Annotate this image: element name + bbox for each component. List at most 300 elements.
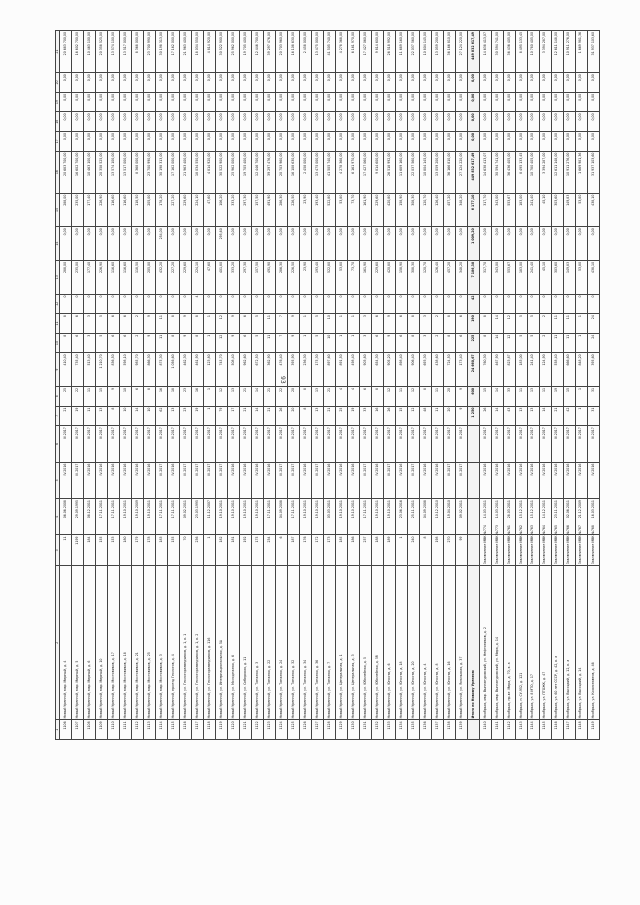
table-cell: 226,50 <box>287 260 299 294</box>
table-cell: 10 <box>323 333 335 353</box>
table-cell: 53,80 <box>575 260 587 294</box>
table-cell: 0,00 <box>407 227 419 261</box>
table-cell: 0,00 <box>144 92 156 112</box>
table-cell: 23.06.2016 <box>395 499 407 535</box>
table-cell: 0,00 <box>168 73 180 93</box>
table-cell: IV.2017 <box>323 426 335 462</box>
table-cell: 16 108 630,00 <box>287 31 299 73</box>
table-cell: 187 <box>287 535 299 566</box>
table-cell: 45,10 <box>539 193 551 227</box>
table-cell: 12 611 148,00 <box>551 31 563 73</box>
table-cell: 0,00 <box>587 92 599 112</box>
address-cell: Новый Уренгой, ул. Центральная, д. 3 <box>347 566 359 720</box>
table-cell: 0,00 <box>407 73 419 93</box>
table-cell: 19.10.2011 <box>216 499 228 535</box>
table-cell: 11 689 160,00 <box>395 151 407 193</box>
table-cell: 5 <box>96 333 108 353</box>
table-cell: 1 <box>575 386 587 406</box>
table-cell: 14 <box>251 386 263 406</box>
table-cell: 53,80 <box>335 193 347 227</box>
table-cell: IV.2016 <box>263 462 275 498</box>
table-cell: 1 <box>395 535 407 566</box>
table-cell: 0,00 <box>491 112 503 132</box>
table-cell: 0,00 <box>227 227 239 261</box>
table-cell: 25 962 000,00 <box>227 151 239 193</box>
table-cell: 0,00 <box>575 227 587 261</box>
table-cell: 286,30 <box>275 260 287 294</box>
table-cell: 13 <box>527 406 539 426</box>
table-cell: 0,00 <box>443 92 455 112</box>
table-cell: 4 278 368,00 <box>335 31 347 73</box>
table-cell: 0,00 <box>515 132 527 152</box>
table-cell: 0 <box>443 294 455 314</box>
table-row <box>204 31 216 740</box>
table-cell: 0,00 <box>587 227 599 261</box>
table-cell: 0,00 <box>275 73 287 93</box>
table-cell: 836,50 <box>108 353 120 387</box>
rotated-table-wrapper <box>55 30 600 740</box>
address-cell: Новый Уренгой, ул. Юности, д. 16 <box>443 566 455 720</box>
table-cell: 10 911 276,00 <box>563 151 575 193</box>
table-cell: 33 <box>359 406 371 426</box>
table-cell: 226,50 <box>287 193 299 227</box>
address-cell: Новый Уренгой, ул. Таежная, д. 24 <box>275 566 287 720</box>
table-cell: III.2017 <box>287 462 299 498</box>
table-cell: 16 602 700,00 <box>72 31 84 73</box>
table-cell: 5 <box>251 314 263 334</box>
table-cell: 0,00 <box>479 92 491 112</box>
table-cell: 303,60 <box>551 260 563 294</box>
table-cell: 449 832 617,49 <box>467 31 479 73</box>
table-cell: 5 <box>96 314 108 334</box>
table-cell: 0,00 <box>467 132 479 152</box>
table-cell: IV.2016 <box>335 462 347 498</box>
table-cell: 0,00 <box>491 92 503 112</box>
table-cell: 6 177,10 <box>467 193 479 227</box>
table-cell: 226,90 <box>96 193 108 227</box>
address-cell: Новый Уренгой, ул. Таежная, д. 7 <box>323 566 335 720</box>
table-cell: 0,00 <box>299 132 311 152</box>
table-cell: 962,60 <box>239 353 251 387</box>
table-cell: 0,00 <box>455 92 467 112</box>
table-cell: 0,00 <box>287 92 299 112</box>
table-cell: IV.2017 <box>60 426 72 462</box>
table-cell: 0,00 <box>419 112 431 132</box>
table-cell: 0,00 <box>359 73 371 93</box>
table-cell: 13 574 100,00 <box>108 151 120 193</box>
table-cell: 23 700 990,00 <box>144 31 156 73</box>
table-cell: 19.10.2011 <box>335 499 347 535</box>
table-cell: 9 <box>287 314 299 334</box>
table-cell: 8 <box>144 386 156 406</box>
table-cell: 1117 <box>192 720 204 740</box>
table-cell: 12 <box>383 386 395 406</box>
table-cell: 898,40 <box>395 353 407 387</box>
table-cell: III.2017 <box>311 462 323 498</box>
table-cell: 45,10 <box>539 260 551 294</box>
table-cell: 0,00 <box>180 132 192 152</box>
table-cell: 0 <box>575 294 587 314</box>
table-cell: III.2017 <box>359 462 371 498</box>
table-cell: 303,60 <box>551 193 563 227</box>
table-cell: 333,20 <box>227 260 239 294</box>
table-cell: 0,00 <box>239 112 251 132</box>
table-cell: 2 <box>132 314 144 334</box>
table-cell: 0,00 <box>311 92 323 112</box>
table-cell: 420,80 <box>383 260 395 294</box>
table-cell: IV.2017 <box>108 426 120 462</box>
table-row <box>156 31 168 740</box>
table-cell: 1121 <box>239 720 251 740</box>
table-cell: IV.2016 <box>503 462 515 498</box>
table-row <box>395 31 407 740</box>
table-cell: 5 <box>515 314 527 334</box>
table-cell: 09.02.2011 <box>180 499 192 535</box>
table-cell: 227,20 <box>168 260 180 294</box>
table-cell: 19.10.2011 <box>347 499 359 535</box>
table-cell: 0,00 <box>180 227 192 261</box>
address-cell: Новый Уренгой, ул. Интернациональная, д. 5А <box>216 566 228 720</box>
table-cell: 5 <box>251 333 263 353</box>
table-cell: 0,00 <box>539 132 551 152</box>
table-cell: 0,00 <box>455 112 467 132</box>
table-cell: 0,00 <box>275 132 287 152</box>
page-number: 93 <box>279 376 286 384</box>
table-cell: 0,00 <box>60 227 72 261</box>
table-cell: 2 <box>431 314 443 334</box>
table-cell: 17 427 060,00 <box>359 31 371 73</box>
table-cell: 0 <box>431 294 443 314</box>
table-cell: 22 037 560,00 <box>407 151 419 193</box>
table-cell: 0,00 <box>443 132 455 152</box>
table-cell: 8 <box>168 333 180 353</box>
address-cell: Новый Уренгой, ул. Геологоразведчиков, д. 116 <box>204 566 216 720</box>
column-header: 20 <box>56 73 60 93</box>
table-row <box>72 31 84 740</box>
column-header: 5 <box>56 462 60 498</box>
table-cell: 600 <box>467 386 479 406</box>
table-cell: 15.12.2011 <box>527 499 539 535</box>
table-cell: IV.2016 <box>587 462 599 498</box>
table-cell: 0,00 <box>120 227 132 261</box>
table-cell: Заключение МВК №765 <box>551 535 563 566</box>
address-cell: Новый Уренгой, ул. Таежная, д. 32 <box>287 566 299 720</box>
table-cell: 0,00 <box>467 92 479 112</box>
table-cell: IV.2016 <box>60 462 72 498</box>
table-cell: 1109 <box>96 720 108 740</box>
table-cell: 0,00 <box>96 132 108 152</box>
table-cell: IV.2016 <box>84 462 96 498</box>
table-cell: 6 161 970,00 <box>347 31 359 73</box>
table-cell: 31 937 103,60 <box>587 31 599 73</box>
table-cell: 0,00 <box>491 227 503 261</box>
table-cell: 1138 <box>443 720 455 740</box>
column-header: 18 <box>56 112 60 132</box>
table-cell: 224,10 <box>192 260 204 294</box>
table-cell: 193,40 <box>311 260 323 294</box>
table-cell: 17 <box>227 406 239 426</box>
table-cell: 0 <box>383 294 395 314</box>
table-cell: 0,00 <box>359 112 371 132</box>
table-cell: IV.2016 <box>395 462 407 498</box>
table-cell: 317,70 <box>479 193 491 227</box>
table-cell: 2 458 000,00 <box>299 31 311 73</box>
table-cell: 161,90 <box>359 193 371 227</box>
table-cell: 9 <box>180 314 192 334</box>
table-cell: 0,00 <box>239 73 251 93</box>
table-cell: 21 <box>263 406 275 426</box>
table-cell: IV.2017 <box>347 426 359 462</box>
table-cell: 53,80 <box>575 193 587 227</box>
table-cell: IV.2017 <box>443 426 455 462</box>
address-cell: Новый Уренгой, ул. Юбилейная, д. 5б <box>371 566 383 720</box>
table-cell: 1120 <box>227 720 239 740</box>
table-cell: 0,00 <box>72 92 84 112</box>
table-cell: IV.2017 <box>371 426 383 462</box>
table-cell: 0,00 <box>84 92 96 112</box>
address-cell: Новый Уренгой, ул. Юности, д. 6 <box>383 566 395 720</box>
table-cell: IV.2016 <box>371 462 383 498</box>
table-cell: 0,00 <box>96 92 108 112</box>
table-cell: 432,20 <box>156 260 168 294</box>
table-cell: 0,00 <box>216 92 228 112</box>
table-cell: 11 <box>263 314 275 334</box>
table-cell: 0,00 <box>251 112 263 132</box>
table-cell: 6 <box>455 333 467 353</box>
table-cell: 0,00 <box>467 112 479 132</box>
table-cell: 457,20 <box>443 193 455 227</box>
table-cell: 11 <box>551 333 563 353</box>
table-cell: 0,00 <box>515 112 527 132</box>
table-cell: 1129 <box>335 720 347 740</box>
column-header: 21 <box>56 31 60 73</box>
table-cell: 14.12.2011 <box>539 499 551 535</box>
table-cell: 0,00 <box>491 73 503 93</box>
table-cell: 0,00 <box>108 73 120 93</box>
table-cell: 7 186,30 <box>467 260 479 294</box>
table-cell: 0,00 <box>180 112 192 132</box>
table-cell: 317,70 <box>479 260 491 294</box>
table-cell: 158,90 <box>395 193 407 227</box>
table-cell: 16 <box>192 386 204 406</box>
table-cell: IV.2017 <box>239 426 251 462</box>
table-cell: 08.12.2011 <box>84 499 96 535</box>
table-cell: 891,50 <box>335 353 347 387</box>
table-cell: 173 <box>323 535 335 566</box>
table-cell: III.2017 <box>72 462 84 498</box>
table-cell: 401,80 <box>216 260 228 294</box>
table-cell: 12 <box>216 386 228 406</box>
table-cell: 186 <box>347 535 359 566</box>
table-cell: III.2017 <box>204 426 216 462</box>
table-cell: 10 <box>323 314 335 334</box>
table-cell: 1134 <box>395 720 407 740</box>
table-cell: 0,00 <box>84 112 96 132</box>
table-cell: 0,00 <box>120 92 132 112</box>
table-cell: 17 162 000,00 <box>168 151 180 193</box>
table-cell: 124,90 <box>539 353 551 387</box>
table-row <box>347 31 359 740</box>
table-cell: 0,00 <box>431 132 443 152</box>
table-cell: 848,20 <box>575 353 587 387</box>
table-cell: IV.2017 <box>287 426 299 462</box>
table-cell: 22 037 560,00 <box>407 31 419 73</box>
table-cell: IV.2017 <box>120 426 132 462</box>
table-cell: 0,00 <box>132 92 144 112</box>
table-cell: IV.2017 <box>299 426 311 462</box>
table-cell: 6 <box>239 333 251 353</box>
table-cell: 8 <box>443 333 455 353</box>
table-cell: 16 <box>156 386 168 406</box>
table-row <box>539 31 551 740</box>
table-cell: 362,90 <box>263 353 275 387</box>
table-cell: 183 <box>156 535 168 566</box>
table-cell: 0,00 <box>192 112 204 132</box>
table-cell: 0,00 <box>515 227 527 261</box>
table-cell: 149,83 <box>563 260 575 294</box>
table-cell: 190 <box>467 314 479 334</box>
table-cell: 19.10.2011 <box>239 499 251 535</box>
table-cell: 8 <box>479 314 491 334</box>
table-cell: 9 <box>287 333 299 353</box>
table-cell: 0,00 <box>204 112 216 132</box>
table-cell: 236 <box>192 535 204 566</box>
table-cell: IV.2016 <box>120 462 132 498</box>
table-cell: 241,40 <box>527 353 539 387</box>
table-cell: 182 <box>216 535 228 566</box>
table-cell: 31 <box>587 386 599 406</box>
table-cell: IV.2016 <box>563 462 575 498</box>
table-cell: 0,00 <box>120 73 132 93</box>
table-cell: 0 <box>239 294 251 314</box>
table-cell: 0 <box>551 294 563 314</box>
address-cell: Новый Уренгой, ул. Юбилейная, д. 5 <box>359 566 371 720</box>
table-cell: Заключение МВК №762 <box>515 535 527 566</box>
table-cell: 11 <box>84 386 96 406</box>
table-cell: 461,90 <box>192 353 204 387</box>
table-cell: 39 297 476,00 <box>263 151 275 193</box>
table-cell: 11 <box>515 386 527 406</box>
table-row <box>551 31 563 740</box>
table-cell: III.2017 <box>383 462 395 498</box>
table-row <box>479 31 491 740</box>
table-cell: 14 <box>539 406 551 426</box>
table-cell: 3 <box>359 333 371 353</box>
table-cell: 9 <box>383 333 395 353</box>
housing-program-table <box>55 30 600 740</box>
table-cell: 12 <box>503 314 515 334</box>
table-cell: IV.2017 <box>539 426 551 462</box>
table-cell: 0,00 <box>168 112 180 132</box>
table-cell: 0,00 <box>84 132 96 152</box>
table-row <box>359 31 371 740</box>
table-row <box>563 31 575 740</box>
table-cell <box>467 535 479 566</box>
table-cell: 0,00 <box>515 73 527 93</box>
table-cell: 16 602 700,00 <box>72 151 84 193</box>
table-cell: 3 <box>419 314 431 334</box>
table-cell: 116,60 <box>108 260 120 294</box>
table-cell: 15 <box>479 386 491 406</box>
table-cell: 0,00 <box>132 132 144 152</box>
table-cell: 178 <box>144 535 156 566</box>
column-header: 6 <box>56 426 60 462</box>
table-cell: 348,20 <box>455 193 467 227</box>
table-row <box>503 31 515 740</box>
table-cell: IV.2016 <box>251 462 263 498</box>
table-cell: 462,30 <box>180 353 192 387</box>
table-cell: 8 495 133,45 <box>515 151 527 193</box>
table-cell: IV.2016 <box>551 462 563 498</box>
table-cell: 1199 <box>72 535 84 566</box>
table-cell: 1106 <box>60 720 72 740</box>
table-cell: 21 963 400,00 <box>180 31 192 73</box>
table-cell: 513,40 <box>84 353 96 387</box>
table-cell: 0 <box>168 294 180 314</box>
table-cell: 0,00 <box>120 112 132 132</box>
table-cell: 0 <box>144 294 156 314</box>
table-cell: 1133 <box>383 720 395 740</box>
table-cell: 6 <box>395 333 407 353</box>
table-cell: III.2017 <box>180 426 192 462</box>
table-cell: 0 <box>527 294 539 314</box>
table-cell: 13 <box>96 406 108 426</box>
table-cell: IV.2016 <box>539 462 551 498</box>
table-cell: 1130 <box>347 720 359 740</box>
table-cell: 0,00 <box>527 227 539 261</box>
table-cell: 343,00 <box>491 260 503 294</box>
table-cell: 8 <box>60 314 72 334</box>
table-cell: 0,00 <box>491 132 503 152</box>
table-cell: 17.11.2011 <box>156 499 168 535</box>
table-cell: 1 <box>204 314 216 334</box>
table-cell: 0,00 <box>227 112 239 132</box>
table-row <box>431 31 443 740</box>
table-cell: IV.2017 <box>491 426 503 462</box>
table-cell: 0,00 <box>347 112 359 132</box>
table-cell: 15 <box>563 386 575 406</box>
table-cell: 0 <box>587 294 599 314</box>
table-cell: 1136 <box>419 720 431 740</box>
table-cell: 04.09.2008 <box>275 499 287 535</box>
address-cell: Ноябрьск, мкр. Вынгапуровский, ул. Нефтяников, д. 2 <box>479 566 491 720</box>
table-cell: 229,60 <box>371 260 383 294</box>
table-cell: 9 <box>227 314 239 334</box>
table-cell: 0,00 <box>96 227 108 261</box>
table-cell: 6 <box>239 314 251 334</box>
table-cell: 0,00 <box>575 112 587 132</box>
table-cell: 118,50 <box>132 260 144 294</box>
table-cell: 2 <box>539 314 551 334</box>
table-cell: 15 <box>395 406 407 426</box>
table-cell: 0,00 <box>551 92 563 112</box>
table-cell: 1143 <box>515 720 527 740</box>
table-cell: 241,40 <box>527 260 539 294</box>
table-cell: 184 <box>84 535 96 566</box>
column-header: 17 <box>56 132 60 152</box>
table-cell: 724,50 <box>443 353 455 387</box>
table-cell: 905,20 <box>383 353 395 387</box>
table-cell: IV.2016 <box>96 462 108 498</box>
table-cell: 0,00 <box>84 73 96 93</box>
table-cell: 18 034 550,00 <box>192 151 204 193</box>
table-cell: 158,90 <box>395 260 407 294</box>
table-cell: 9 <box>144 333 156 353</box>
table-cell: IV.2017 <box>156 426 168 462</box>
table-cell: 0,00 <box>563 92 575 112</box>
table-cell: 3 394 287,00 <box>539 31 551 73</box>
table-cell: 0 <box>108 294 120 314</box>
